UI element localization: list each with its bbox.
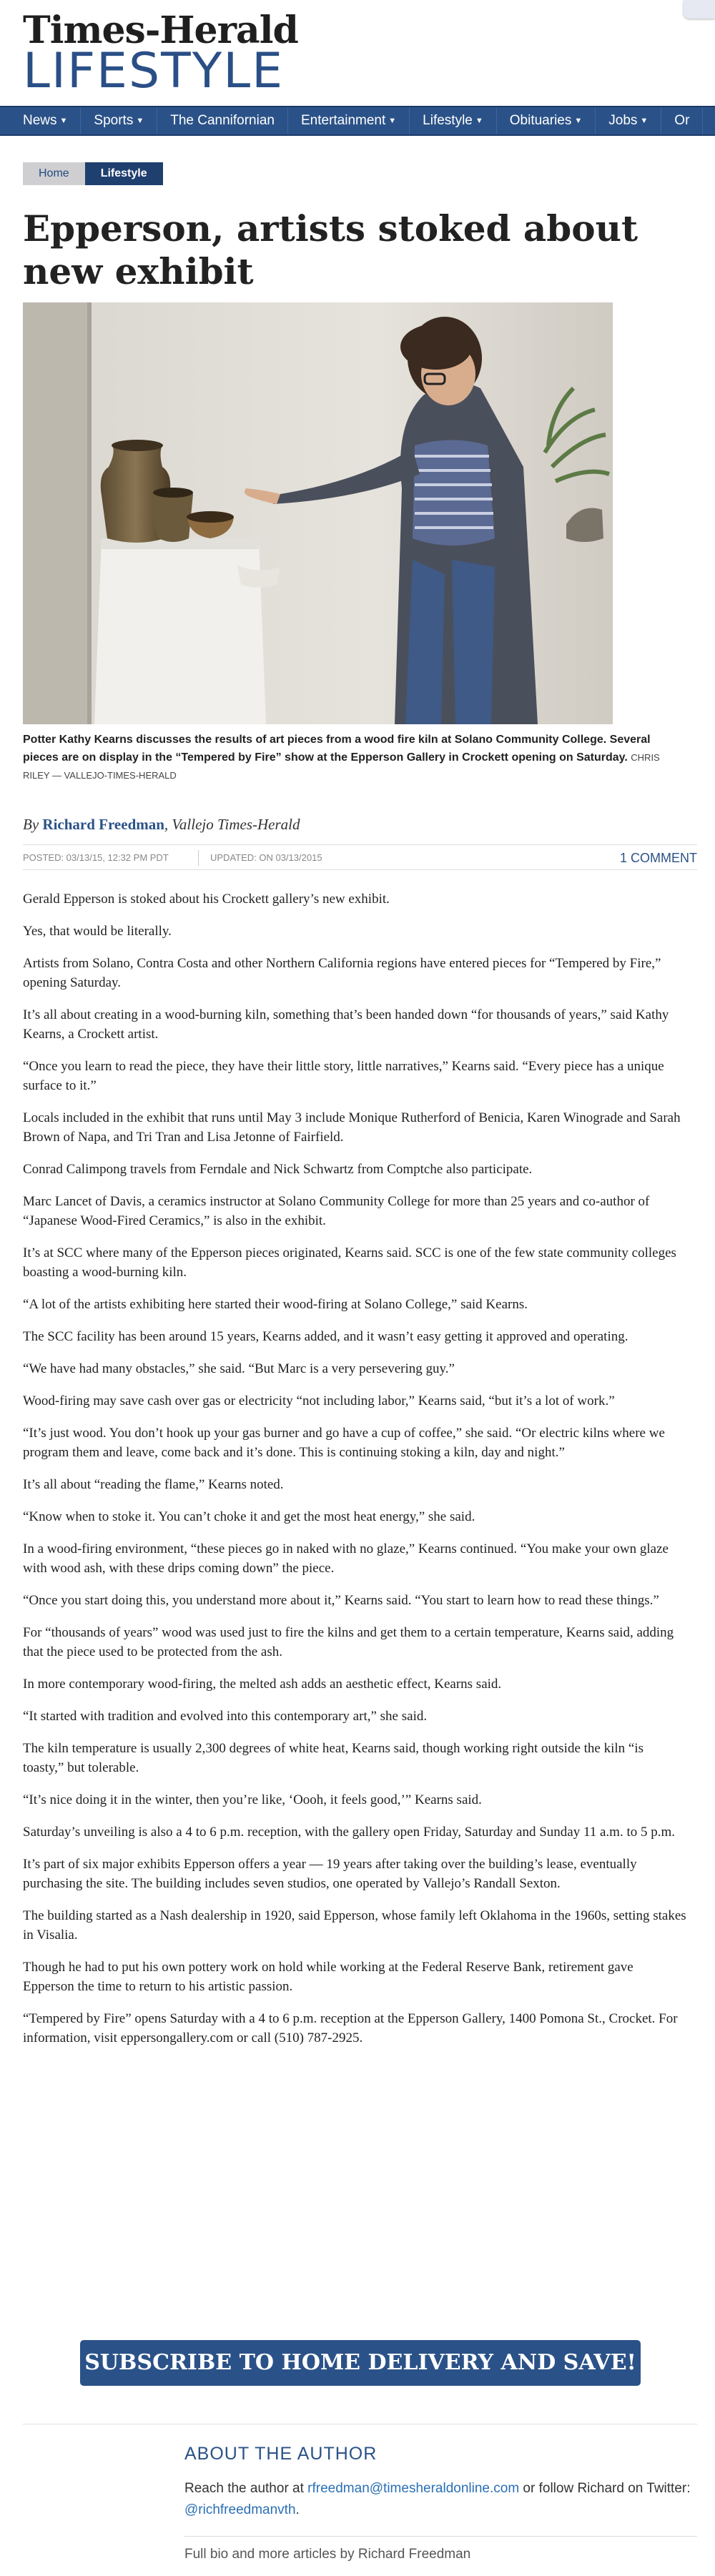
caret-down-icon: ▼: [388, 117, 397, 125]
caret-down-icon: ▼: [59, 117, 68, 125]
posted-date: POSTED: 03/13/15, 12:32 PM PDT: [23, 852, 169, 863]
full-bio-link[interactable]: Full bio and more articles by Richard Freedman: [184, 2547, 471, 2562]
author-link[interactable]: Richard Freedman: [42, 816, 164, 833]
article-photo[interactable]: [23, 302, 613, 724]
paper-logo[interactable]: Times-Herald: [23, 9, 298, 52]
caret-down-icon: ▼: [475, 117, 483, 125]
article-paragraph: Artists from Solano, Contra Costa and other Northern California regions have entered pieces for “Tempered by Fire,” opening Saturday.: [23, 956, 661, 990]
article-paragraph: The building started as a Nash dealership in 1920, said Epperson, whose family left Oklahoma in the 1960s, setting stakes in Visalia.: [23, 1908, 686, 1943]
byline-publication: Vallejo Times-Herald: [172, 816, 300, 833]
article-paragraph: It’s all about creating in a wood-burning kiln, something that’s been handed down “for thousands of years,” said Kathy Kearns, a Crockett artist.: [23, 1007, 669, 1042]
nav-label: News: [23, 113, 57, 128]
subscribe-button[interactable]: SUBSCRIBE TO HOME DELIVERY AND SAVE!: [80, 2340, 641, 2386]
nav-item-entertainment[interactable]: [288, 107, 410, 134]
article-paragraph: For “thousands of years” wood was used just to fire the kilns and get them to a certain temperature, Kearns said, adding that the piece used to be protected from the ash.: [23, 1625, 674, 1659]
nav-label: Or: [674, 113, 690, 128]
nav-item-sports[interactable]: [81, 107, 157, 134]
article-paragraph: It’s at SCC where many of the Epperson pieces originated, Kearns said. SCC is one of the few state community colleges boasting a wood-burning kiln.: [23, 1245, 676, 1280]
nav-item-cannifornian[interactable]: [157, 107, 288, 134]
nav-item-jobs[interactable]: [596, 107, 661, 134]
article-paragraph: In a wood-firing environment, “these pieces go in naked with no glaze,” Kearns continued. “You make your own glaze with wood ash, with these drips coming down” the piece.: [23, 1541, 669, 1576]
nav-label: The Cannifornian: [170, 113, 275, 128]
breadcrumb-home[interactable]: Home: [23, 162, 85, 185]
photo-caption: [23, 731, 688, 784]
caret-down-icon: ▼: [136, 117, 144, 125]
about-author-title: ABOUT THE AUTHOR: [184, 2444, 378, 2464]
corner-tab[interactable]: [684, 0, 715, 19]
nav-label: Lifestyle: [423, 113, 473, 128]
article-paragraph: Wood-firing may save cash over gas or electricity “not including labor,” Kearns said, “but it’s a lot of work.”: [23, 1393, 615, 1408]
article-paragraph: “We have had many obstacles,” she said. “But Marc is a very persevering guy.”: [23, 1361, 455, 1376]
author-divider: [184, 2536, 697, 2537]
article-paragraph: The SCC facility has been around 15 years, Kearns added, and it wasn’t easy getting it approved and operating.: [23, 1329, 628, 1344]
breadcrumb-current[interactable]: Lifestyle: [85, 162, 163, 185]
article-paragraph: “Once you start doing this, you understand more about it,” Kearns said. “You start to learn how to read these things.”: [23, 1593, 659, 1608]
byline-prefix: By: [23, 816, 39, 833]
article-paragraph: Saturday’s unveiling is also a 4 to 6 p.m. reception, with the gallery open Friday, Saturday and Sunday 11 a.m. to 5 p.m.: [23, 1825, 676, 1840]
photo-illustration: [23, 302, 613, 724]
nav-label: Sports: [94, 113, 134, 128]
about-author-text: [184, 2478, 699, 2521]
nav-label: Jobs: [608, 113, 638, 128]
main-nav: [0, 106, 715, 136]
article-paragraph: The kiln temperature is usually 2,300 degrees of white heat, Kearns said, though working right outside the kiln “is toasty,” but tolerable.: [23, 1741, 644, 1775]
article-paragraph: Gerald Epperson is stoked about his Crockett gallery’s new exhibit.: [23, 892, 390, 907]
about-text-part: .: [295, 2502, 300, 2517]
caption-text: Potter Kathy Kearns discusses the results of art pieces from a wood fire kiln at Solano Community College. Several pieces are on display in the “Tempered by Fire” show at the Epperson Gallery in Crockett opening on Saturday.: [23, 734, 651, 764]
article-paragraph: “Know when to stoke it. You can’t choke it and get the most heat energy,” she said.: [23, 1509, 475, 1524]
masthead: [0, 0, 715, 106]
caret-down-icon: ▼: [640, 117, 649, 125]
author-twitter-link[interactable]: @richfreedmanvth: [184, 2502, 296, 2517]
comments-link[interactable]: 1 COMMENT: [620, 851, 697, 865]
caret-down-icon: ▼: [574, 117, 583, 125]
about-text-part: or follow Richard on Twitter:: [519, 2481, 691, 2496]
about-text-part: Reach the author at: [184, 2481, 308, 2496]
photo-credit: CHRIS RILEY — VALLEJO-TIMES-HERALD: [23, 752, 660, 781]
article-paragraph: In more contemporary wood-firing, the melted ash adds an aesthetic effect, Kearns said.: [23, 1677, 502, 1692]
article-paragraph: It’s all about “reading the flame,” Kearns noted.: [23, 1477, 284, 1492]
article-body: [23, 889, 688, 2061]
author-email-link[interactable]: rfreedman@timesheraldonline.com: [307, 2481, 520, 2496]
updated-date: UPDATED: ON 03/13/2015: [210, 852, 322, 863]
article-paragraph: “A lot of the artists exhibiting here started their wood-firing at Solano College,” said Kearns.: [23, 1297, 528, 1312]
article-paragraph: “It’s nice doing it in the winter, then you’re like, ‘Oooh, it feels good,’” Kearns said.: [23, 1792, 482, 1807]
article-headline: Epperson, artists stoked about new exhibit: [23, 207, 638, 292]
article-paragraph: “It’s just wood. You don’t hook up your gas burner and go have a cup of coffee,” she said. “Or electric kilns where we program them and leave, come back and it’s done. This is continuing stoking a kiln, day and night.”: [23, 1426, 665, 1460]
meta-divider: [198, 850, 199, 866]
article-paragraph: Yes, that would be literally.: [23, 924, 172, 939]
article-paragraph: Though he had to put his own pottery work on hold while working at the Federal Reserve Bank, retirement gave Epperson the time to return to his artistic passion.: [23, 1960, 633, 1994]
article-paragraph: Marc Lancet of Davis, a ceramics instructor at Solano Community College for more than 25 years and co-author of “Japanese Wood-Fired Ceramics,” is also in the exhibit.: [23, 1194, 650, 1228]
section-logo[interactable]: LIFESTYLE: [23, 43, 285, 99]
article-meta: [23, 844, 697, 870]
nav-label: Obituaries: [509, 113, 572, 128]
nav-item-overflow[interactable]: [661, 107, 703, 134]
nav-item-news[interactable]: [0, 107, 81, 134]
nav-label: Entertainment: [300, 113, 386, 128]
article-paragraph: Conrad Calimpong travels from Ferndale and Nick Schwartz from Comptche also participate.: [23, 1162, 533, 1177]
nav-item-obituaries[interactable]: [497, 107, 596, 134]
article-paragraph: It’s part of six major exhibits Epperson offers a year — 19 years after taking over the building’s lease, eventually purchasing the site. The building includes seven studios, one operated by Vallejo’s Randall Sexton.: [23, 1857, 637, 1891]
article-paragraph: “Once you learn to read the piece, they have their little story, little narratives,” Kearns said. “Every piece has a unique surface to it.”: [23, 1059, 664, 1093]
byline: By Richard Freedman, Vallejo Times-Herald: [23, 816, 300, 833]
breadcrumb: [23, 162, 163, 187]
article-paragraph: “Tempered by Fire” opens Saturday with a 4 to 6 p.m. reception at the Epperson Gallery, 1400 Pomona St., Crocket. For information, visit eppersongallery.com or call (510) 787-2925.: [23, 2011, 678, 2045]
article-paragraph: Locals included in the exhibit that runs until May 3 include Monique Rutherford of Benicia, Karen Winograde and Sarah Brown of Napa, and Tri Tran and Lisa Jetonne of Fairfield.: [23, 1110, 681, 1145]
article-paragraph: “It started with tradition and evolved into this contemporary art,” she said.: [23, 1709, 428, 1724]
nav-item-lifestyle[interactable]: [410, 107, 497, 134]
